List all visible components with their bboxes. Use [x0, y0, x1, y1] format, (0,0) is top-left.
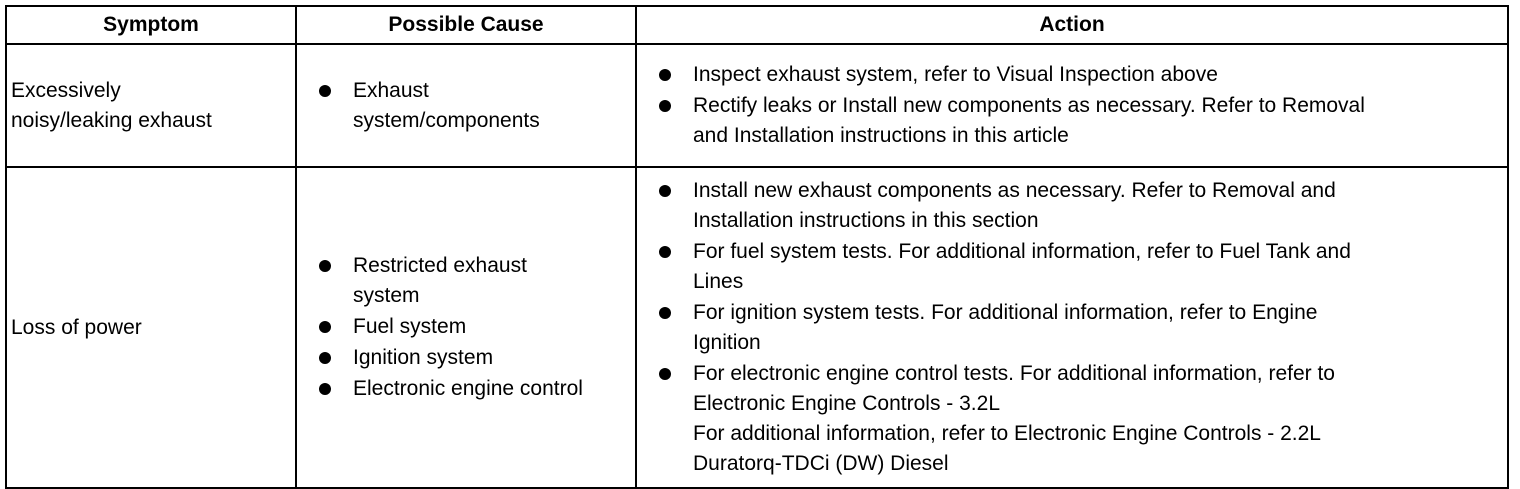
- symptom-line: Excessively: [11, 78, 121, 102]
- bullet-icon: [319, 321, 331, 333]
- cause-item: [317, 343, 629, 373]
- bullet-icon: [319, 352, 331, 364]
- bullet-icon: [659, 185, 671, 197]
- table-row: [6, 44, 1508, 167]
- cause-list: [317, 76, 629, 136]
- table-row: [6, 167, 1508, 488]
- cause-line: Fuel system: [353, 315, 467, 338]
- bullet-icon: [659, 246, 671, 258]
- header-symptom: Symptom: [6, 6, 296, 44]
- action-line: Ignition: [693, 331, 761, 354]
- action-line: Electronic Engine Controls - 3.2L: [693, 392, 1000, 415]
- cause-item: [317, 251, 629, 311]
- action-line: For additional information, refer to Electronic Engine Controls - 2.2L: [693, 422, 1321, 445]
- action-line: For fuel system tests. For additional information, refer to Fuel Tank and: [693, 240, 1351, 263]
- action-line: Install new exhaust components as necessary. Refer to Removal and: [693, 179, 1336, 202]
- bullet-icon: [319, 85, 331, 97]
- action-cell: [636, 167, 1508, 488]
- cause-item: [317, 374, 629, 404]
- bullet-icon: [319, 383, 331, 395]
- symptom-cell: [6, 44, 296, 167]
- action-line: Duratorq-TDCi (DW) Diesel: [693, 452, 949, 475]
- cause-line: Ignition system: [353, 346, 494, 369]
- cause-list: [317, 251, 629, 404]
- cause-item: [317, 312, 629, 342]
- action-item: [657, 298, 1499, 358]
- bullet-icon: [659, 368, 671, 380]
- cause-item: [317, 76, 629, 136]
- bullet-icon: [659, 307, 671, 319]
- header-row: [6, 6, 1508, 44]
- action-item: [657, 359, 1499, 479]
- action-line: For electronic engine control tests. For additional information, refer to: [693, 362, 1335, 385]
- action-cell: [636, 44, 1508, 167]
- action-list: [657, 60, 1499, 151]
- action-line: For ignition system tests. For additional information, refer to Engine: [693, 301, 1318, 324]
- action-line: Inspect exhaust system, refer to Visual Inspection above: [693, 63, 1218, 86]
- cause-cell: [296, 167, 636, 488]
- cause-line: Electronic engine control: [353, 377, 583, 400]
- action-item: [657, 237, 1499, 297]
- cause-line: Restricted exhaust: [353, 254, 527, 277]
- symptom-line: noisy/leaking exhaust: [11, 108, 212, 132]
- action-line: Installation instructions in this section: [693, 209, 1039, 232]
- header-possible-cause: Possible Cause: [296, 6, 636, 44]
- bullet-icon: [319, 260, 331, 272]
- symptom-cell: [6, 167, 296, 488]
- action-line: Lines: [693, 270, 744, 293]
- cause-cell: [296, 44, 636, 167]
- action-item: [657, 91, 1499, 151]
- cause-line: system: [353, 284, 420, 307]
- diagnosis-table: [5, 5, 1509, 489]
- action-item: [657, 60, 1499, 90]
- cause-line: system/components: [353, 108, 540, 132]
- action-line: Rectify leaks or Install new components as necessary. Refer to Removal: [693, 94, 1365, 117]
- action-item: [657, 176, 1499, 236]
- symptom-line: Loss of power: [11, 315, 142, 339]
- bullet-icon: [659, 100, 671, 112]
- action-list: [657, 176, 1499, 479]
- action-line: and Installation instructions in this article: [693, 124, 1069, 147]
- header-action: Action: [636, 6, 1508, 44]
- bullet-icon: [659, 69, 671, 81]
- cause-line: Exhaust: [353, 78, 429, 102]
